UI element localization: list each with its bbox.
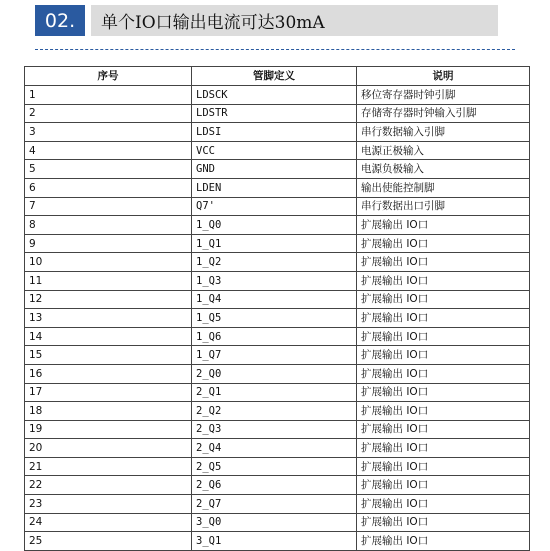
table-row bbox=[25, 104, 530, 123]
cell-pin: 2_Q6 bbox=[192, 476, 357, 495]
cell-pin: 1_Q0 bbox=[192, 216, 357, 235]
section-header bbox=[35, 5, 498, 36]
cell-index: 6 bbox=[25, 178, 192, 197]
cell-description: 串行数据输入引脚 bbox=[357, 123, 530, 142]
cell-description: 扩展输出 IO口 bbox=[357, 253, 530, 272]
table-header-row bbox=[25, 67, 530, 86]
cell-pin: 2_Q4 bbox=[192, 439, 357, 458]
cell-description: 扩展输出 IO口 bbox=[357, 309, 530, 328]
cell-index: 5 bbox=[25, 160, 192, 179]
cell-index: 1 bbox=[25, 86, 192, 105]
cell-pin: 1_Q6 bbox=[192, 327, 357, 346]
cell-index: 13 bbox=[25, 309, 192, 328]
cell-pin: GND bbox=[192, 160, 357, 179]
table-row bbox=[25, 123, 530, 142]
table-row bbox=[25, 141, 530, 160]
cell-index: 4 bbox=[25, 141, 192, 160]
table-row bbox=[25, 476, 530, 495]
cell-pin: 2_Q5 bbox=[192, 457, 357, 476]
cell-index: 2 bbox=[25, 104, 192, 123]
table-row bbox=[25, 513, 530, 532]
cell-index: 18 bbox=[25, 402, 192, 421]
table-row bbox=[25, 197, 530, 216]
table-row bbox=[25, 271, 530, 290]
cell-pin: LDEN bbox=[192, 178, 357, 197]
table-row bbox=[25, 364, 530, 383]
cell-pin: 3_Q0 bbox=[192, 513, 357, 532]
cell-index: 8 bbox=[25, 216, 192, 235]
table-body bbox=[25, 86, 530, 551]
pin-definition-table bbox=[24, 66, 530, 551]
cell-index: 19 bbox=[25, 420, 192, 439]
cell-index: 22 bbox=[25, 476, 192, 495]
cell-description: 扩展输出 IO口 bbox=[357, 402, 530, 421]
table-row bbox=[25, 160, 530, 179]
table-row bbox=[25, 327, 530, 346]
table-row bbox=[25, 457, 530, 476]
cell-index: 17 bbox=[25, 383, 192, 402]
cell-description: 扩展输出 IO口 bbox=[357, 346, 530, 365]
table-row bbox=[25, 234, 530, 253]
cell-description: 扩展输出 IO口 bbox=[357, 476, 530, 495]
cell-pin: LDSI bbox=[192, 123, 357, 142]
cell-description: 扩展输出 IO口 bbox=[357, 290, 530, 309]
table-row bbox=[25, 383, 530, 402]
table-row bbox=[25, 86, 530, 105]
cell-description: 扩展输出 IO口 bbox=[357, 234, 530, 253]
cell-index: 24 bbox=[25, 513, 192, 532]
table-row bbox=[25, 290, 530, 309]
cell-index: 21 bbox=[25, 457, 192, 476]
cell-description: 移位寄存器时钟引脚 bbox=[357, 86, 530, 105]
cell-description: 输出使能控制脚 bbox=[357, 178, 530, 197]
cell-pin: 1_Q1 bbox=[192, 234, 357, 253]
cell-pin: 2_Q3 bbox=[192, 420, 357, 439]
cell-description: 扩展输出 IO口 bbox=[357, 383, 530, 402]
cell-index: 15 bbox=[25, 346, 192, 365]
cell-pin: 2_Q2 bbox=[192, 402, 357, 421]
cell-description: 扩展输出 IO口 bbox=[357, 364, 530, 383]
cell-index: 9 bbox=[25, 234, 192, 253]
cell-description: 扩展输出 IO口 bbox=[357, 532, 530, 551]
cell-pin: VCC bbox=[192, 141, 357, 160]
cell-index: 12 bbox=[25, 290, 192, 309]
table-row bbox=[25, 216, 530, 235]
cell-description: 电源负极输入 bbox=[357, 160, 530, 179]
cell-description: 电源正极输入 bbox=[357, 141, 530, 160]
cell-index: 16 bbox=[25, 364, 192, 383]
table-row bbox=[25, 420, 530, 439]
cell-pin: 1_Q5 bbox=[192, 309, 357, 328]
cell-pin: 2_Q7 bbox=[192, 495, 357, 514]
column-header-pin: 管脚定义 bbox=[192, 67, 357, 86]
dashed-divider bbox=[35, 49, 515, 50]
section-title: 单个IO口输出电流可达30mA bbox=[101, 13, 325, 33]
cell-index: 20 bbox=[25, 439, 192, 458]
column-header-description: 说明 bbox=[357, 67, 530, 86]
cell-index: 25 bbox=[25, 532, 192, 551]
cell-pin: 1_Q3 bbox=[192, 271, 357, 290]
cell-description: 扩展输出 IO口 bbox=[357, 495, 530, 514]
cell-description: 扩展输出 IO口 bbox=[357, 216, 530, 235]
cell-index: 14 bbox=[25, 327, 192, 346]
cell-description: 串行数据出口引脚 bbox=[357, 197, 530, 216]
cell-pin: Q7' bbox=[192, 197, 357, 216]
table-row bbox=[25, 253, 530, 272]
table-row bbox=[25, 309, 530, 328]
table-row bbox=[25, 402, 530, 421]
table-row bbox=[25, 495, 530, 514]
cell-index: 11 bbox=[25, 271, 192, 290]
column-header-index: 序号 bbox=[25, 67, 192, 86]
cell-description: 存储寄存器时钟输入引脚 bbox=[357, 104, 530, 123]
section-number-badge: 02. bbox=[35, 5, 91, 36]
cell-description: 扩展输出 IO口 bbox=[357, 439, 530, 458]
cell-pin: 2_Q1 bbox=[192, 383, 357, 402]
table-row bbox=[25, 532, 530, 551]
cell-pin: 2_Q0 bbox=[192, 364, 357, 383]
table-row bbox=[25, 346, 530, 365]
cell-description: 扩展输出 IO口 bbox=[357, 271, 530, 290]
cell-description: 扩展输出 IO口 bbox=[357, 327, 530, 346]
table-row bbox=[25, 178, 530, 197]
cell-description: 扩展输出 IO口 bbox=[357, 457, 530, 476]
cell-description: 扩展输出 IO口 bbox=[357, 513, 530, 532]
cell-pin: 1_Q2 bbox=[192, 253, 357, 272]
cell-index: 7 bbox=[25, 197, 192, 216]
cell-pin: 1_Q7 bbox=[192, 346, 357, 365]
cell-pin: 1_Q4 bbox=[192, 290, 357, 309]
cell-pin: LDSTR bbox=[192, 104, 357, 123]
cell-index: 3 bbox=[25, 123, 192, 142]
cell-description: 扩展输出 IO口 bbox=[357, 420, 530, 439]
table-row bbox=[25, 439, 530, 458]
cell-index: 10 bbox=[25, 253, 192, 272]
cell-pin: 3_Q1 bbox=[192, 532, 357, 551]
cell-pin: LDSCK bbox=[192, 86, 357, 105]
cell-index: 23 bbox=[25, 495, 192, 514]
